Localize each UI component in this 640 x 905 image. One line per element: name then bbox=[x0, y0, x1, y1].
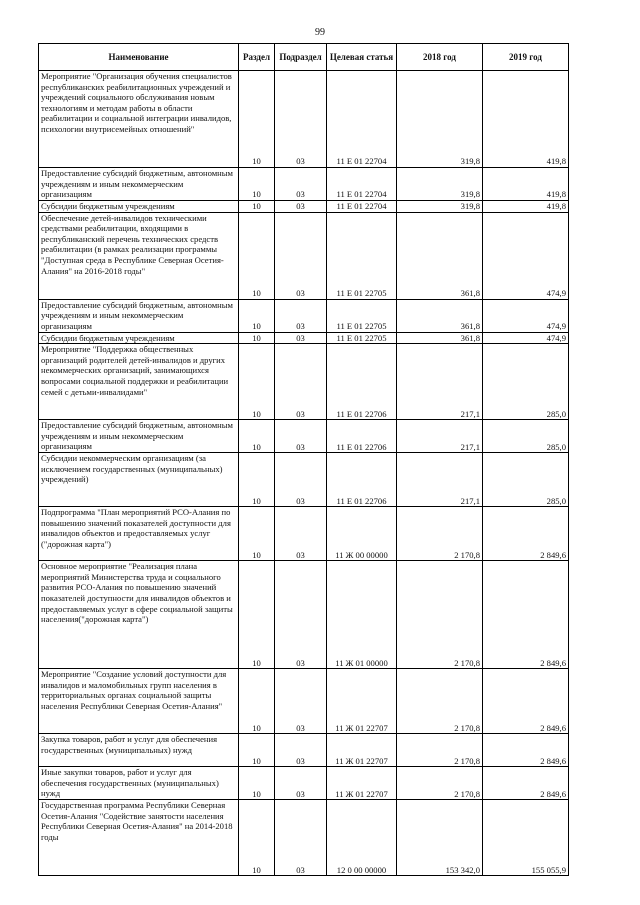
cell-2018: 361,8 bbox=[397, 299, 483, 332]
table-body bbox=[39, 71, 569, 876]
cell-2019: 474,9 bbox=[483, 332, 569, 344]
cell-2019: 419,8 bbox=[483, 201, 569, 213]
cell-2019: 2 849,6 bbox=[483, 669, 569, 734]
cell-name: Подпрограмма "План мероприятий РСО-Алания по повышению значений показателей доступности для инвалидов объектов и предоставляемых услуг ("дорожная карта") bbox=[39, 507, 239, 561]
table-row bbox=[39, 201, 569, 213]
cell-podrazdel: 03 bbox=[275, 800, 327, 876]
cell-2018: 361,8 bbox=[397, 332, 483, 344]
cell-podrazdel: 03 bbox=[275, 420, 327, 453]
cell-2018: 319,8 bbox=[397, 71, 483, 168]
budget-table bbox=[38, 43, 569, 876]
cell-name: Основное мероприятие "Реализация плана мероприятий Министерства труда и социального развития РСО-Алания по повышению значений показателей доступности для инвалидов объектов и предоставляемых услуг в сфере социальной защиты населения("дорожная карта") bbox=[39, 561, 239, 669]
cell-target: 11 Ж 00 00000 bbox=[327, 507, 397, 561]
cell-podrazdel: 03 bbox=[275, 344, 327, 420]
cell-podrazdel: 03 bbox=[275, 201, 327, 213]
cell-podrazdel: 03 bbox=[275, 212, 327, 299]
cell-razdel: 10 bbox=[239, 299, 275, 332]
cell-name: Предоставление субсидий бюджетным, автономным учреждениям и иным некоммерческим организациям bbox=[39, 299, 239, 332]
header-podrazdel: Подраздел bbox=[275, 44, 327, 71]
cell-2019: 285,0 bbox=[483, 453, 569, 507]
table-row bbox=[39, 561, 569, 669]
cell-target: 11 Е 01 22706 bbox=[327, 420, 397, 453]
header-2019: 2019 год bbox=[483, 44, 569, 71]
cell-target: 11 Е 01 22704 bbox=[327, 201, 397, 213]
cell-2018: 2 170,8 bbox=[397, 669, 483, 734]
cell-razdel: 10 bbox=[239, 767, 275, 800]
cell-2018: 217,1 bbox=[397, 453, 483, 507]
table-row bbox=[39, 734, 569, 767]
table-row bbox=[39, 344, 569, 420]
cell-2018: 2 170,8 bbox=[397, 507, 483, 561]
cell-podrazdel: 03 bbox=[275, 767, 327, 800]
cell-2018: 217,1 bbox=[397, 420, 483, 453]
table-row bbox=[39, 507, 569, 561]
cell-name: Субсидии бюджетным учреждениям bbox=[39, 201, 239, 213]
cell-name: Мероприятие "Организация обучения специалистов республиканских реабилитационных учреждений и учреждений социального обслуживания новым технологиям и методам работы в области реабилитации и социальной интеграции инвалидов, психологии внутрисемейных отношений" bbox=[39, 71, 239, 168]
cell-podrazdel: 03 bbox=[275, 332, 327, 344]
cell-target: 11 Е 01 22705 bbox=[327, 212, 397, 299]
table-row bbox=[39, 453, 569, 507]
cell-razdel: 10 bbox=[239, 168, 275, 201]
cell-2019: 285,0 bbox=[483, 344, 569, 420]
cell-2018: 2 170,8 bbox=[397, 767, 483, 800]
cell-name: Государственная программа Республики Северная Осетия-Алания "Содействие занятости населения Республики Северная Осетия-Алания" на 2014-2018 годы bbox=[39, 800, 239, 876]
cell-razdel: 10 bbox=[239, 332, 275, 344]
cell-razdel: 10 bbox=[239, 734, 275, 767]
cell-podrazdel: 03 bbox=[275, 561, 327, 669]
table-row bbox=[39, 299, 569, 332]
cell-2018: 319,8 bbox=[397, 168, 483, 201]
cell-2018: 2 170,8 bbox=[397, 734, 483, 767]
table-row bbox=[39, 212, 569, 299]
cell-target: 11 Е 01 22706 bbox=[327, 453, 397, 507]
cell-2019: 2 849,6 bbox=[483, 561, 569, 669]
header-target: Целевая статья bbox=[327, 44, 397, 71]
cell-2019: 155 055,9 bbox=[483, 800, 569, 876]
cell-2019: 474,9 bbox=[483, 299, 569, 332]
cell-razdel: 10 bbox=[239, 561, 275, 669]
cell-target: 12 0 00 00000 bbox=[327, 800, 397, 876]
table-row bbox=[39, 420, 569, 453]
cell-razdel: 10 bbox=[239, 453, 275, 507]
cell-podrazdel: 03 bbox=[275, 168, 327, 201]
cell-target: 11 Е 01 22704 bbox=[327, 71, 397, 168]
table-row bbox=[39, 800, 569, 876]
cell-target: 11 Е 01 22705 bbox=[327, 332, 397, 344]
cell-name: Мероприятие "Создание условий доступности для инвалидов и маломобильных групп населения в территориальных органах социальной защиты населения Республики Северная Осетия-Алания" bbox=[39, 669, 239, 734]
cell-name: Субсидии бюджетным учреждениям bbox=[39, 332, 239, 344]
cell-name: Закупка товаров, работ и услуг для обеспечения государственных (муниципальных) нужд bbox=[39, 734, 239, 767]
cell-2018: 153 342,0 bbox=[397, 800, 483, 876]
cell-target: 11 Е 01 22704 bbox=[327, 168, 397, 201]
cell-podrazdel: 03 bbox=[275, 71, 327, 168]
table-row bbox=[39, 71, 569, 168]
cell-target: 11 Ж 01 22707 bbox=[327, 669, 397, 734]
cell-2019: 2 849,6 bbox=[483, 767, 569, 800]
cell-target: 11 Ж 01 22707 bbox=[327, 734, 397, 767]
cell-2019: 2 849,6 bbox=[483, 734, 569, 767]
cell-podrazdel: 03 bbox=[275, 299, 327, 332]
cell-2018: 217,1 bbox=[397, 344, 483, 420]
cell-razdel: 10 bbox=[239, 344, 275, 420]
cell-razdel: 10 bbox=[239, 507, 275, 561]
cell-name: Обеспечение детей-инвалидов техническими средствами реабилитации, входящими в республиканский перечень технических средств реабилитации (в рамках реализации программы "Доступная среда в Республике Северная Осетия-Алания" на 2016-2018 годы" bbox=[39, 212, 239, 299]
cell-name: Мероприятие "Поддержка общественных организаций родителей детей-инвалидов и других некоммерческих организаций, занимающихся вопросами социальной поддержки и реабилитации семей с детьми-инвалидами" bbox=[39, 344, 239, 420]
table-header-row bbox=[39, 44, 569, 71]
cell-2019: 419,8 bbox=[483, 71, 569, 168]
cell-razdel: 10 bbox=[239, 201, 275, 213]
cell-2018: 2 170,8 bbox=[397, 561, 483, 669]
table-row bbox=[39, 168, 569, 201]
table-row bbox=[39, 767, 569, 800]
cell-razdel: 10 bbox=[239, 420, 275, 453]
cell-target: 11 Е 01 22706 bbox=[327, 344, 397, 420]
cell-razdel: 10 bbox=[239, 212, 275, 299]
cell-2019: 474,9 bbox=[483, 212, 569, 299]
cell-name: Предоставление субсидий бюджетным, автономным учреждениям и иным некоммерческим организациям bbox=[39, 168, 239, 201]
cell-name: Субсидии некоммерческим организациям (за исключением государственных (муниципальных) учреждений) bbox=[39, 453, 239, 507]
cell-razdel: 10 bbox=[239, 800, 275, 876]
cell-target: 11 Ж 01 22707 bbox=[327, 767, 397, 800]
header-razdel: Раздел bbox=[239, 44, 275, 71]
cell-target: 11 Ж 01 00000 bbox=[327, 561, 397, 669]
cell-podrazdel: 03 bbox=[275, 453, 327, 507]
cell-target: 11 Е 01 22705 bbox=[327, 299, 397, 332]
cell-2019: 2 849,6 bbox=[483, 507, 569, 561]
cell-2018: 361,8 bbox=[397, 212, 483, 299]
cell-2019: 285,0 bbox=[483, 420, 569, 453]
table-row bbox=[39, 332, 569, 344]
cell-name: Предоставление субсидий бюджетным, автономным учреждениям и иным некоммерческим организациям bbox=[39, 420, 239, 453]
cell-name: Иные закупки товаров, работ и услуг для обеспечения государственных (муниципальных) нужд bbox=[39, 767, 239, 800]
cell-podrazdel: 03 bbox=[275, 507, 327, 561]
header-name: Наименование bbox=[39, 44, 239, 71]
cell-razdel: 10 bbox=[239, 669, 275, 734]
cell-2018: 319,8 bbox=[397, 201, 483, 213]
cell-2019: 419,8 bbox=[483, 168, 569, 201]
cell-podrazdel: 03 bbox=[275, 669, 327, 734]
cell-razdel: 10 bbox=[239, 71, 275, 168]
page-number: 99 bbox=[315, 27, 325, 38]
cell-podrazdel: 03 bbox=[275, 734, 327, 767]
table-row bbox=[39, 669, 569, 734]
header-2018: 2018 год bbox=[397, 44, 483, 71]
